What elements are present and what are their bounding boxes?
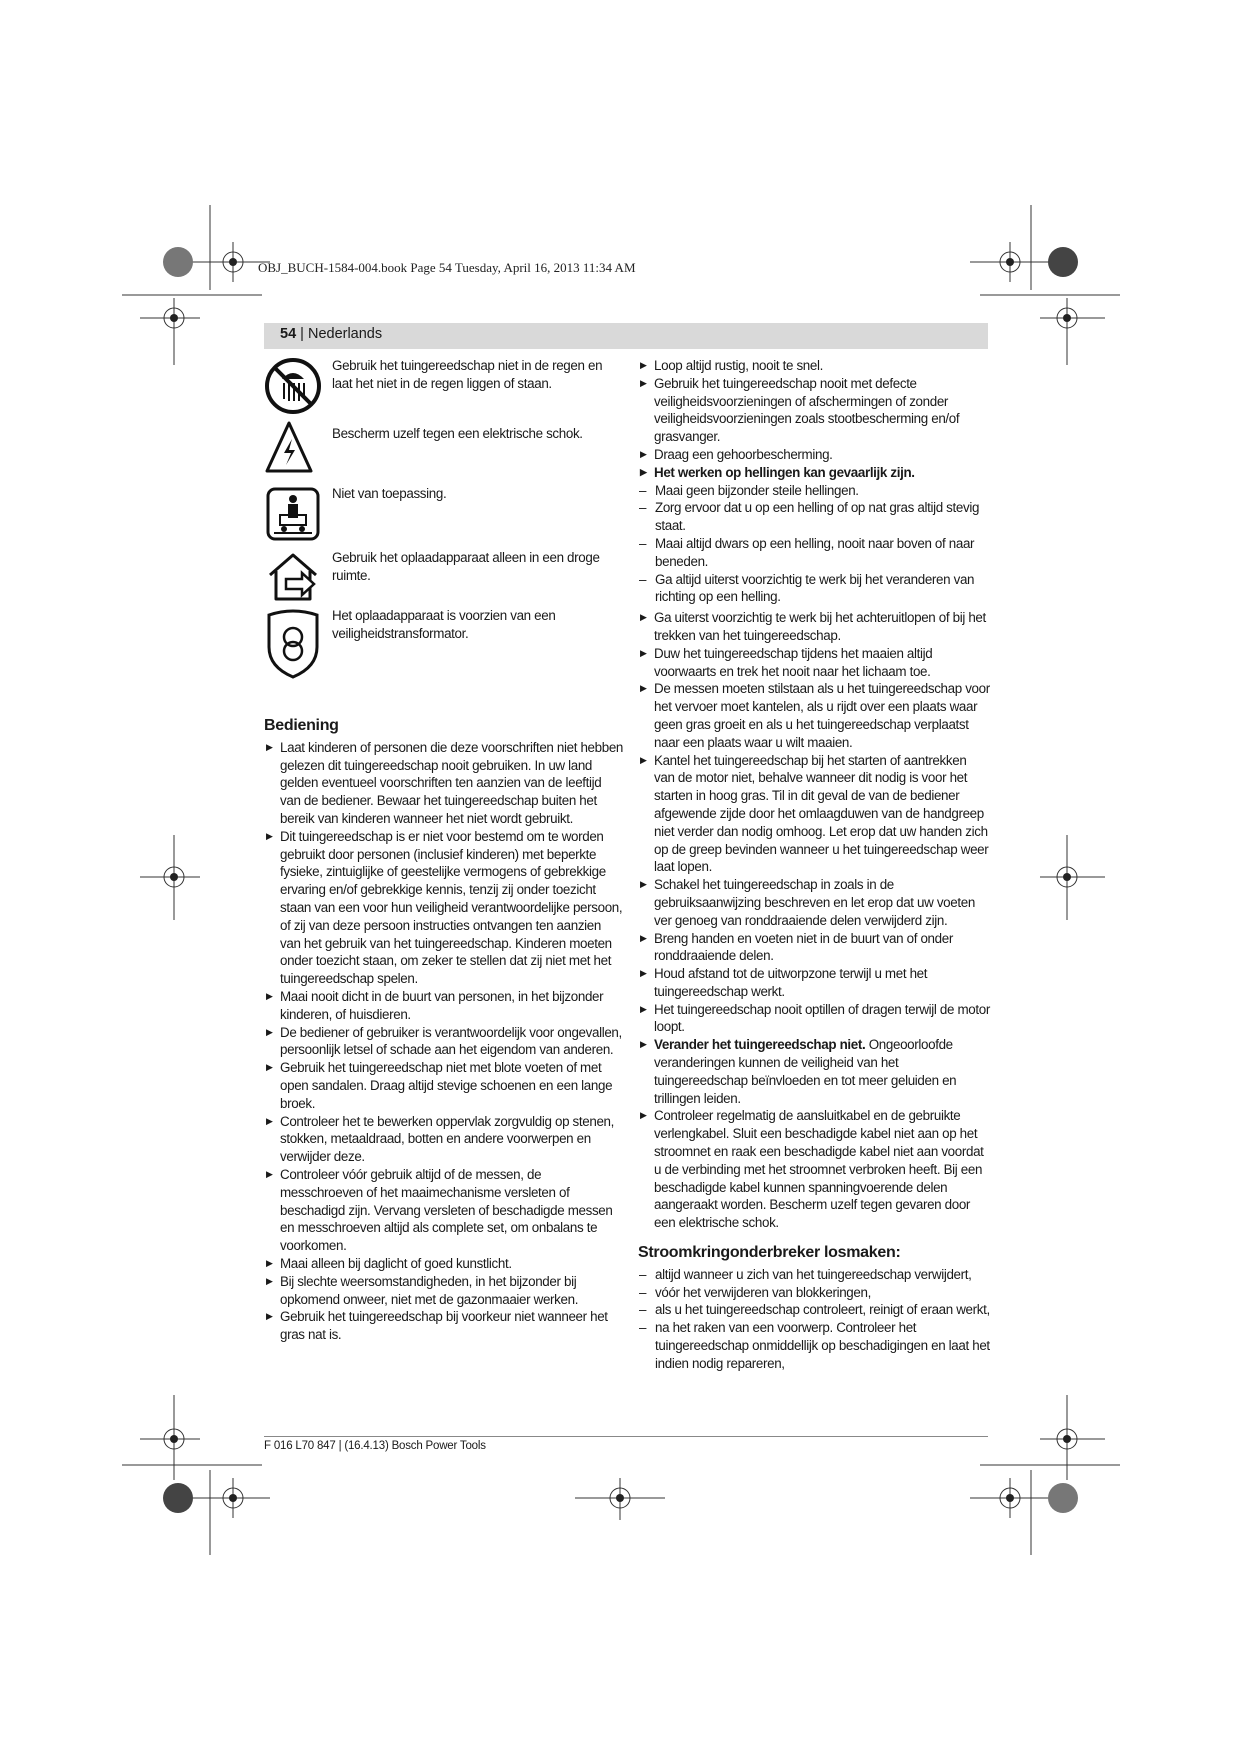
left-column xyxy=(264,357,624,1344)
slope-warning: ▶ Het werken op hellingen kan gevaarlijk zijn. xyxy=(638,464,990,482)
list-item: ▶ Gebruik het tuingereedschap niet met blote voeten of met open sandalen. Draag altijd stevige schoenen en een lange broek. xyxy=(264,1059,624,1112)
list-item: ▶ De messen moeten stilstaan als u het tuingereedschap voor het vervoer moet kantelen, als u rijdt over een plaats waar geen gras groeit en als u het tuingereedschap verplaatst naar een plaats waar u wilt maaien. xyxy=(638,680,990,751)
safety-transformer-icon xyxy=(264,607,328,699)
footer-text: F 016 L70 847 | (16.4.13) Bosch Power Tools xyxy=(264,1440,486,1452)
list-item: ▶ Loop altijd rustig, nooit te snel. xyxy=(638,357,990,375)
breaker-dash-list xyxy=(638,1266,990,1373)
dash-item: – na het raken van een voorwerp. Controleer het tuingereedschap onmiddellijk op beschadigingen en laat het indien nodig repareren, xyxy=(638,1319,990,1372)
verander-bold: Verander het tuingereedschap niet. xyxy=(654,1037,866,1053)
section-heading-stroomkring: Stroomkringonderbreker losmaken: xyxy=(638,1244,901,1262)
symbol-row xyxy=(264,357,624,419)
symbol-text: Gebruik het oplaadapparaat alleen in een droge ruimte. xyxy=(332,550,600,583)
verander-rest: Ongeoorloofde veranderingen kunnen de veiligheid van het tuingereedschap beïnvloeden en tot meer geluiden en trillingen leiden. xyxy=(654,1037,957,1106)
list-item: ▶ Het tuingereedschap nooit optillen of dragen terwijl de motor loopt. xyxy=(638,1001,990,1037)
indoor-house-icon xyxy=(264,549,328,607)
list-item: ▶ Schakel het tuingereedschap in zoals in de gebruiksaanwijzing beschreven en let erop dat uw voeten ver genoeg van ronddraaiende delen verwijderd zijn. xyxy=(638,876,990,929)
bediening-list xyxy=(264,739,624,1344)
header-separator: | xyxy=(296,326,308,342)
list-item: ▶ Bij slechte weersomstandigheden, in het bijzonder bij opkomend onweer, niet met de gazonmaaier werken. xyxy=(264,1273,624,1309)
symbol-text: Het oplaadapparaat is voorzien van een veiligheidstransformator. xyxy=(332,608,556,641)
dash-item: – vóór het verwijderen van blokkeringen, xyxy=(638,1284,990,1302)
list-item: ▶ Maai nooit dicht in de buurt van personen, in het bijzonder kinderen, of huisdieren. xyxy=(264,988,624,1024)
symbol-text: Bescherm uzelf tegen een elektrische schok. xyxy=(332,426,583,441)
dash-item: – Ga altijd uiterst voorzichtig te werk bij het veranderen van richting op een helling. xyxy=(638,571,990,607)
list-item: ▶ Maai alleen bij daglicht of goed kunstlicht. xyxy=(264,1255,624,1273)
list-item: ▶ Draag een gehoorbescherming. xyxy=(638,446,990,464)
list-item: ▶ Dit tuingereedschap is er niet voor bestemd om te worden gebruikt door personen (inclusief kinderen) met beperkte fysieke, zintuiglijke of geestelijke vermogens of gebrekkige ervaring en/of gebrekkige kennis, tenzij zij onder toezicht staan van een voor hun veiligheid verantwoordelijke persoon, of zij van deze persoon instructies ontvangen ten aanzien van het gebruik van het tuingereedschap. Kinderen moeten onder toezicht staan, om zeker te stellen dat zij niet met het tuingereedschap spelen. xyxy=(264,828,624,988)
dash-item: – Maai altijd dwars op een helling, nooit naar boven of naar beneden. xyxy=(638,535,990,571)
dash-item: – Zorg ervoor dat u op een helling of op nat gras altijd stevig staat. xyxy=(638,499,990,535)
list-item: ▶ Duw het tuingereedschap tijdens het maaien altijd voorwaarts en trek het nooit naar het lichaam toe. xyxy=(638,645,990,681)
slope-dash-list xyxy=(638,482,990,607)
list-item: ▶ Ga uiterst voorzichtig te werk bij het achteruitlopen of bij het trekken van het tuingereedschap. xyxy=(638,609,990,645)
symbol-row xyxy=(264,549,624,607)
footer-rule xyxy=(264,1436,988,1437)
operator-mower-icon xyxy=(264,485,328,549)
header-language: Nederlands xyxy=(307,326,383,342)
list-item: ▶ Laat kinderen of personen die deze voorschriften niet hebben gelezen dit tuingereedschap nooit gebruiken. In uw land gelden eventueel voorschriften ten aanzien van de leeftijd van de bediener. Bewaar het tuingereedschap buiten het bereik van kinderen wanneer het niet wordt gebruikt. xyxy=(264,739,624,828)
no-rain-icon xyxy=(264,357,328,419)
symbol-row xyxy=(264,419,624,485)
section-heading-bediening: Bediening xyxy=(264,717,339,734)
dash-item: – Maai geen bijzonder steile hellingen. xyxy=(638,482,990,500)
book-info-line: OBJ_BUCH-1584-004.book Page 54 Tuesday, April 16, 2013 11:34 AM xyxy=(258,260,636,275)
symbol-text: Niet van toepassing. xyxy=(332,486,447,501)
list-item: ▶ Controleer vóór gebruik altijd of de messen, de messchroeven of het maaimechanisme versleten of beschadigd zijn. Vervang versleten of beschadigde messen en messchroeven altijd als complete set, om onbalans te voorkomen. xyxy=(264,1166,624,1255)
list-item: ▶ Houd afstand tot de uitworpzone terwijl u met het tuingereedschap werkt. xyxy=(638,965,990,1001)
list-item: ▶ Kantel het tuingereedschap bij het starten of aantrekken van de motor niet, behalve wanneer dit nodig is voor het starten in hoog gras. Til in dit geval de van de bediener afgewende zijde door het omlaagduwen van de handgreep niet verder dan nodig omhoog. Let erop dat uw handen zich op de greep bevinden wanneer u het tuingereedschap weer laat lopen. xyxy=(638,752,990,877)
dash-item: – altijd wanneer u zich van het tuingereedschap verwijdert, xyxy=(638,1266,990,1284)
dash-item: – als u het tuingereedschap controleert, reinigt of eraan werkt, xyxy=(638,1301,990,1319)
symbol-row xyxy=(264,607,624,699)
page-number: 54 xyxy=(280,326,297,342)
list-item: ▶ Breng handen en voeten niet in de buurt van of onder ronddraaiende delen. xyxy=(638,930,990,966)
list-item: ▶ De bediener of gebruiker is verantwoordelijk voor ongevallen, persoonlijk letsel of schade aan het eigendom van anderen. xyxy=(264,1024,624,1060)
list-item: ▶ Gebruik het tuingereedschap bij voorkeur niet wanneer het gras nat is. xyxy=(264,1308,624,1344)
page-header xyxy=(280,326,382,342)
list-item: ▶ Controleer het te bewerken oppervlak zorgvuldig op stenen, stokken, metaaldraad, botten en andere voorwerpen en verwijder deze. xyxy=(264,1113,624,1166)
list-item: ▶ Gebruik het tuingereedschap nooit met defecte veiligheidsvoorzieningen of afschermingen of zonder veiligheidsvoorzieningen zoals stootbescherming en/of grasvanger. xyxy=(638,375,990,446)
electric-shock-warning-icon xyxy=(264,419,328,485)
list-item: ▶ Controleer regelmatig de aansluitkabel en de gebruikte verlengkabel. Sluit een beschadigde kabel niet aan op het stroomnet en raak een beschadigde kabel niet aan voordat u de verbinding met het stroomnet verbroken heeft. Bij een beschadigde kabel kunnen spanningvoerende delen aangeraakt worden. Bescherm uzelf tegen gevaren door een elektrische schok. xyxy=(638,1107,990,1232)
list-item xyxy=(638,1036,990,1107)
symbol-text: Gebruik het tuingereedschap niet in de regen en laat het niet in de regen liggen of staan. xyxy=(332,358,603,391)
symbol-row xyxy=(264,485,624,549)
right-column xyxy=(638,357,990,1373)
